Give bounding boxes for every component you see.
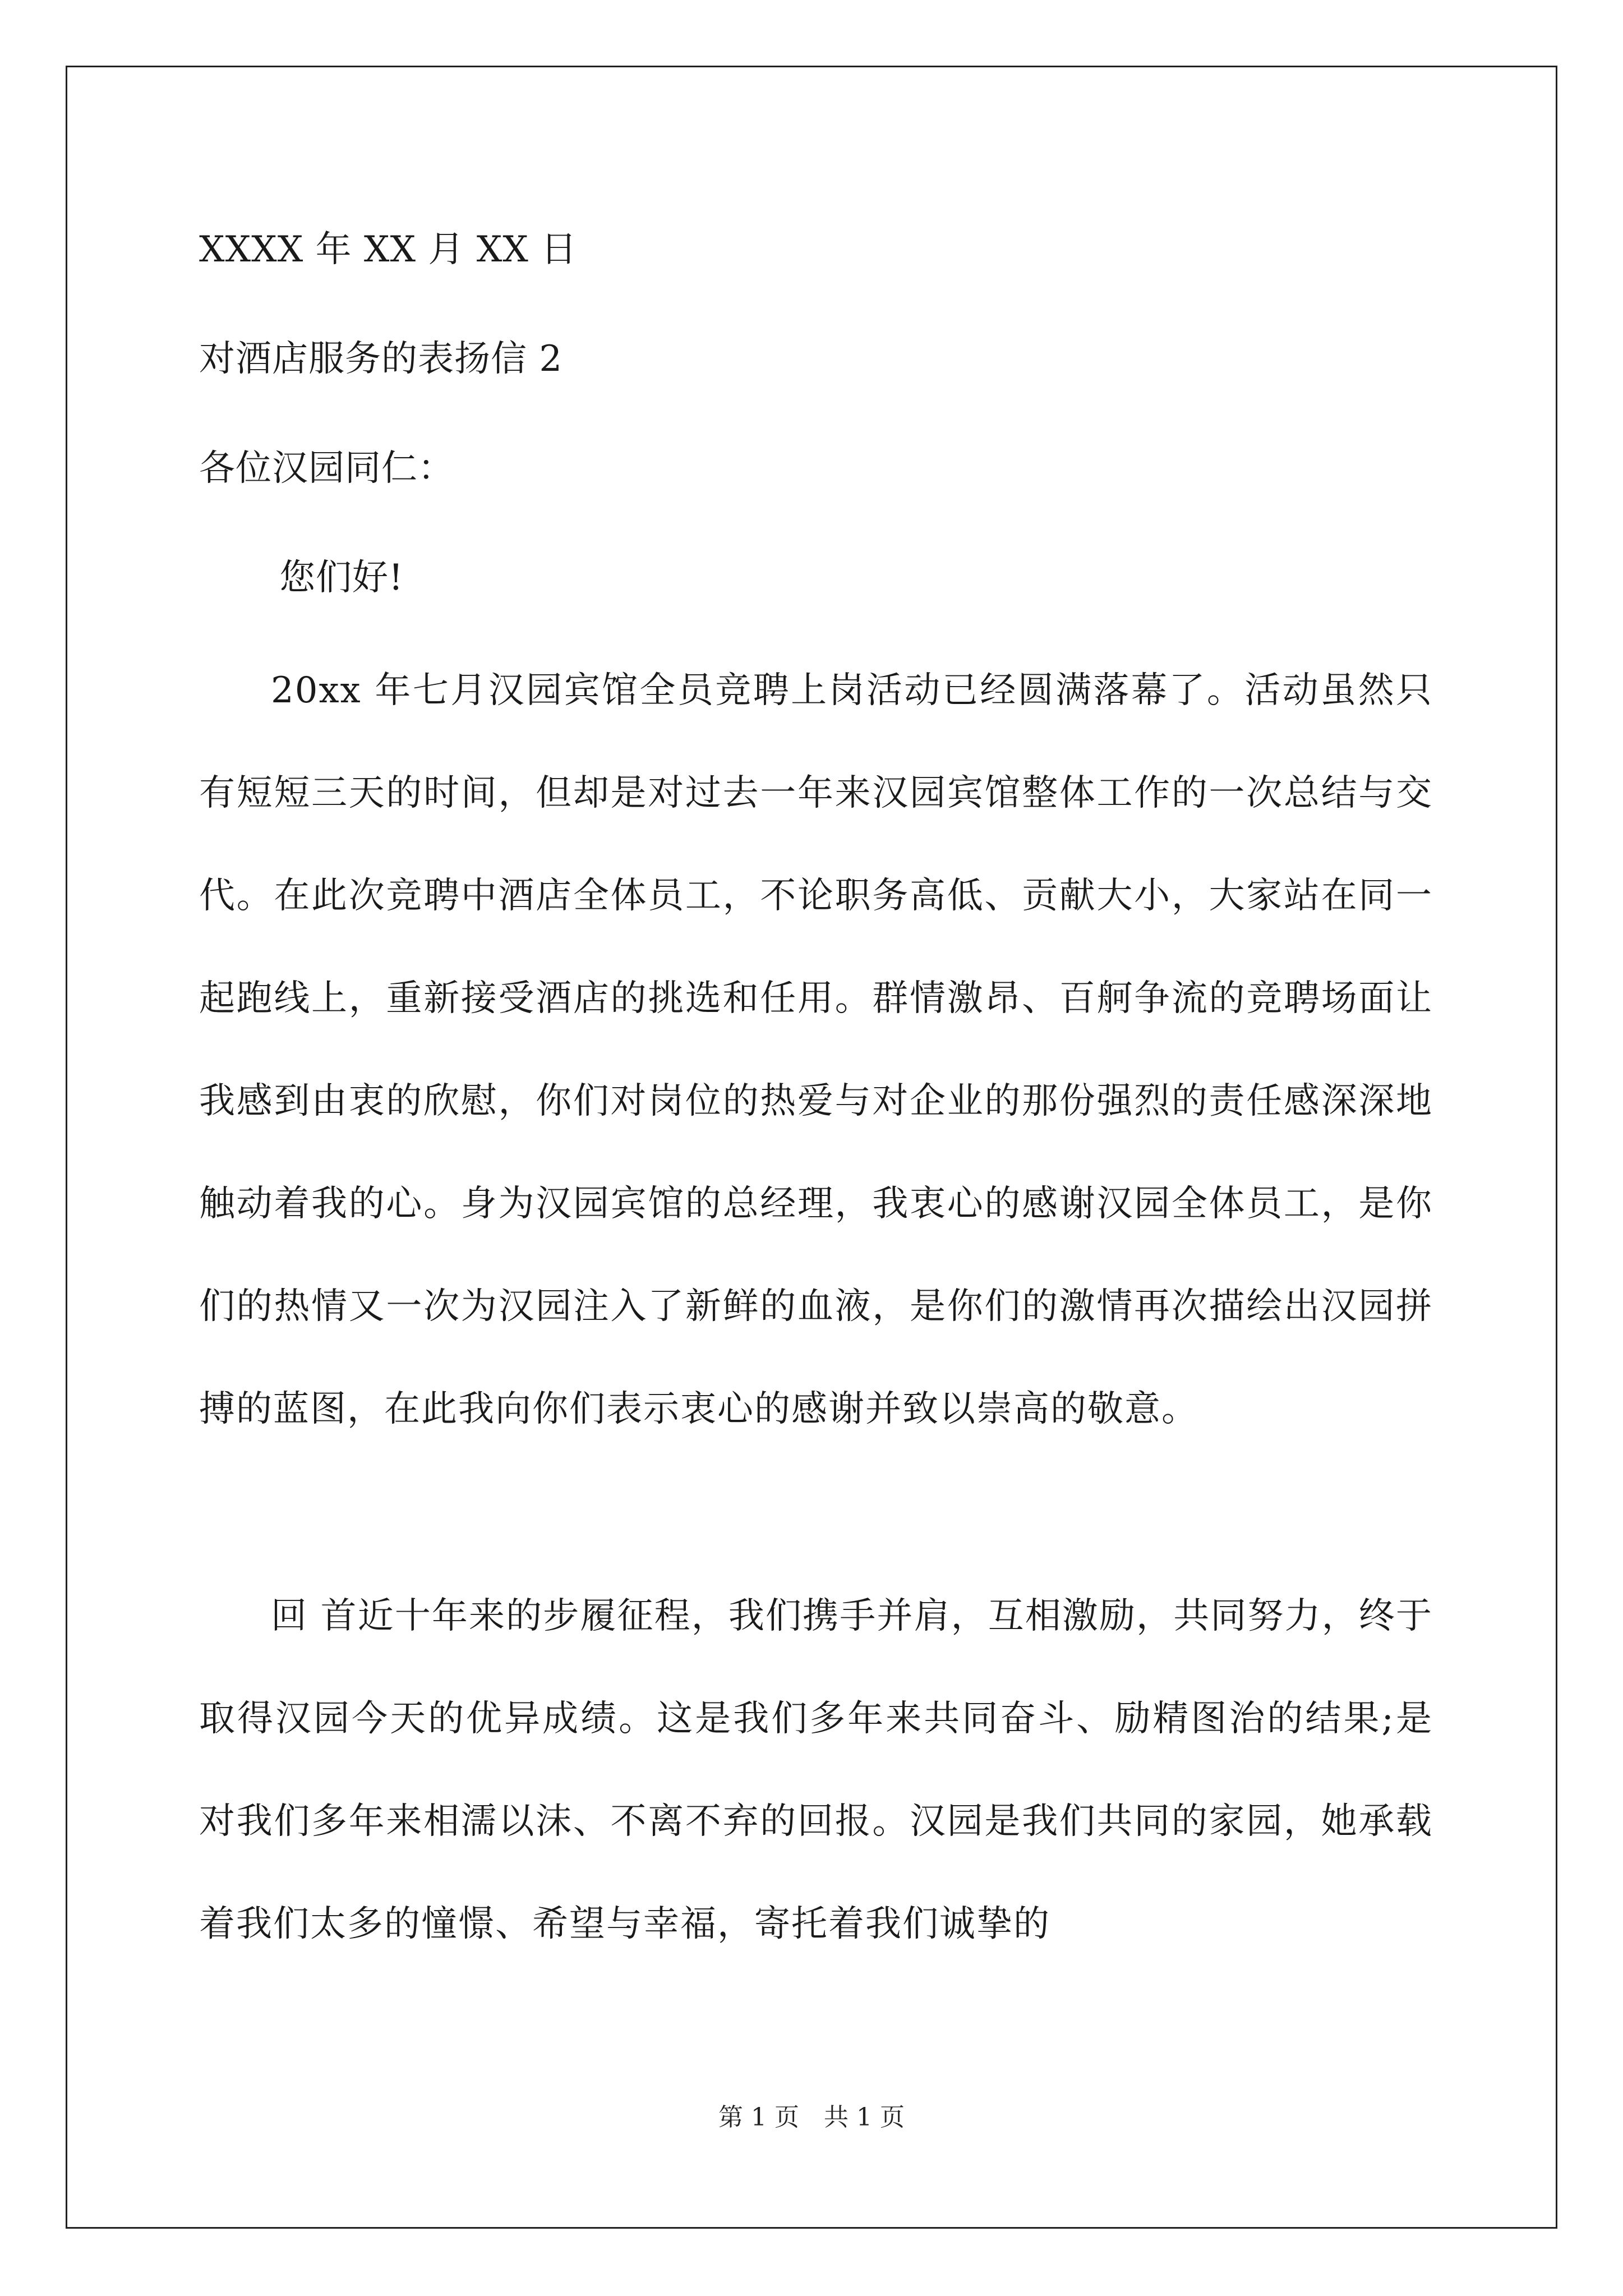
date-line: XXXX 年 XX 月 XX 日: [199, 229, 578, 270]
page-footer: 第 1 页 共 1 页: [718, 2103, 905, 2132]
paragraph-2: 回 首近十年来的步履征程，我们携手并肩，互相激励，共同努力，终于取得汉园今天的优异成绩。这是我们多年来共同奋斗、励精图治的结果;是对我们多年来相濡以沫、不离不弃的回报。汉园是我们共同的家园，她承载着我们太多的憧憬、希望与幸福，寄托着我们诚挚的: [199, 1595, 1433, 1945]
salutation: 各位汉园同仁：: [199, 448, 454, 489]
greeting: 您们好!: [279, 557, 404, 599]
letter-title: 对酒店服务的表扬信 2: [199, 338, 563, 380]
paragraph-1: 20xx 年七月汉园宾馆全员竞聘上岗活动已经圆满落幕了。活动虽然只有短短三天的时间，但却是对过去一年来汉园宾馆整体工作的一次总结与交代。在此次竞聘中酒店全体员工，不论职务高低、贡献大小，大家站在同一起跑线上，重新接受酒店的挑选和任用。群情激昂、百舸争流的竞聘场面让我感到由衷的欣慰，你们对岗位的热爱与对企业的那份强烈的责任感深深地触动着我的心。身为汉园宾馆的总经理，我衷心的感谢汉园全体员工，是你们的热情又一次为汉园注入了新鲜的血液，是你们的激情再次描绘出汉园拼搏的蓝图，在此我向你们表示衷心的感谢并致以崇高的敬意。: [199, 670, 1433, 1430]
